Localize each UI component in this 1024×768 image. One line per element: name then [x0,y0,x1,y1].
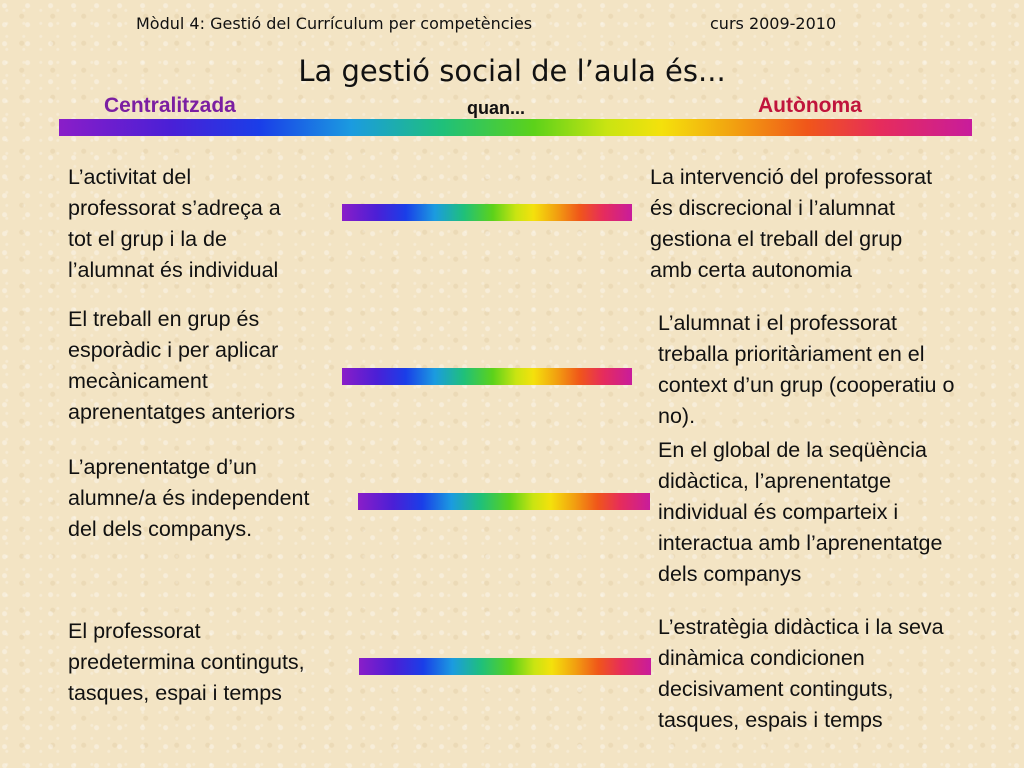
row-2-left-text: El treball en grup és esporàdic i per aplicar mecànicament aprenentatges anteriors [68,307,296,424]
row-4-left-text: El professorat predetermina continguts, tasques, espai i temps [68,619,305,705]
slide-header [0,14,1024,38]
scale-left-label: Centralitzada [104,94,236,117]
row-2-spectrum-bar [342,368,632,385]
row-3-spectrum-bar [358,493,650,510]
row-1-left-text: L’activitat del professorat s’adreça a tot el grup i la de l’alumnat és individual [68,165,281,282]
row-2-right-text: L’alumnat i el professorat treballa prioritàriament en el context d’un grup (cooperatiu o no). [658,311,955,428]
row-1-right-text: La intervenció del professorat és discrecional i l’alumnat gestiona el treball del grup amb certa autonomia [650,165,933,282]
slide-title: La gestió social de l’aula és... [298,54,726,88]
scale-right-label: Autònoma [758,94,862,117]
row-4-right-text: L’estratègia didàctica i la seva dinàmica condicionen decisivament continguts, tasques, espais i temps [658,615,944,732]
module-title: Mòdul 4: Gestió del Currículum per competències [136,14,533,33]
row-4-spectrum-bar [359,658,651,675]
main-spectrum-bar [59,119,972,136]
row-3-left-text: L’aprenentatge d’un alumne/a és independent del dels companys. [68,455,310,541]
row-3-right-text: En el global de la seqüència didàctica, l’aprenentatge individual és comparteix i interactua amb l’aprenentatge dels companys [658,438,943,586]
scale-middle-label: quan... [467,98,525,118]
row-1-spectrum-bar [342,204,632,221]
course-year: curs 2009-2010 [710,14,837,33]
